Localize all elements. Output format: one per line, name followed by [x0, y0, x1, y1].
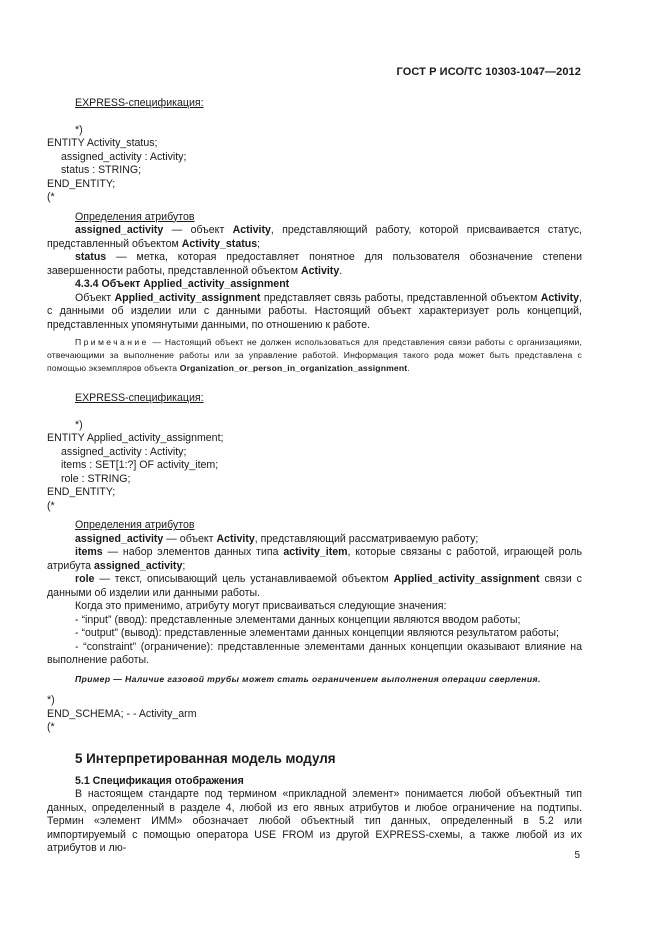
value-item: - “output” (вывод): представленные элементами данных концепции являются результатом работы; — [75, 627, 559, 640]
code-line: role : STRING; — [61, 472, 131, 485]
code-line: *) — [47, 694, 55, 707]
attribute-definition: assigned_activity — объект Activity, представляющий работу, которой присваивается статус, представленный объектом Activity_status; — [47, 224, 582, 250]
code-line: END_ENTITY; — [47, 177, 116, 190]
express-spec-label: EXPRESS-спецификация: — [75, 392, 204, 405]
page-content — [47, 97, 582, 856]
section-5-1-heading: 5.1 Спецификация отображения — [75, 774, 244, 787]
attribute-definition: assigned_activity — объект Activity, представляющий рассматриваемую работу; — [75, 532, 479, 545]
code-line: ENTITY Activity_status; — [47, 137, 158, 149]
code-line: END_ENTITY; — [47, 486, 116, 499]
section-paragraph: Объект Applied_activity_assignment представляет связь работы, представленной объектом Activity, с данными об изделии или с данными работы. Настоящий объект характеризует роль концепций, представленных упомянутыми данными, по отношению к работе. — [47, 291, 582, 331]
note: Примечание — Настоящий объект не должен использоваться для представления связи работы с организациями, отвечающими за выполнение работы или за управление работой. Информация такого рода может быть представлена с помощью экземпляров объекта Organization_or_person_in_organization_assignment. — [47, 337, 582, 373]
values-intro: Когда это применимо, атрибуту могут присваиваться следующие значения: — [75, 600, 447, 613]
code-line: (* — [47, 721, 55, 734]
code-line: (* — [47, 191, 55, 203]
section-paragraph: В настоящем стандарте под термином «прикладной элемент» понимается любой объектный тип данных, определенный в разделе 4, любой из его явных атрибутов и любое ограничение на подтипы. Термин «элемент ИММ» обозначает любой объектный тип данных, определенный в 5.2 или импортируемый с помощью оператора USE FROM из другой EXPRESS-схемы, а также любой из их атрибутов и лю- — [47, 788, 582, 855]
value-item: - “constraint” (ограничение): представленные элементами данных концепции оказывают влияние на выполнение работы. — [47, 640, 582, 667]
section-heading: 4.3.4 Объект Applied_activity_assignment — [75, 278, 290, 290]
attributes-heading: Определения атрибутов — [75, 519, 195, 532]
code-line: assigned_activity : Activity; — [61, 150, 187, 163]
code-line: END_SCHEMA; - - Activity_arm — [47, 707, 197, 720]
code-line: ENTITY Applied_activity_assignment; — [47, 432, 224, 445]
attribute-definition: role — текст, описывающий цель устанавливаемой объектом Applied_activity_assignment связи с данными об изделии или данными работы. — [47, 573, 582, 599]
example: Пример — Наличие газовой трубы может стать ограничением выполнения операции сверления. — [75, 673, 541, 684]
code-line: *) — [75, 418, 83, 431]
code-line: assigned_activity : Activity; — [61, 445, 187, 458]
attribute-definition: items — набор элементов данных типа activity_item, которые связаны с работой, играющей роль атрибута assigned_activity; — [47, 546, 582, 572]
document-header: ГОСТ Р ИСО/ТС 10303-1047—2012 — [396, 66, 581, 78]
code-line: items : SET[1:?] OF activity_item; — [61, 459, 219, 472]
code-line: *) — [75, 123, 83, 136]
code-line: (* — [47, 499, 55, 512]
attributes-heading: Определения атрибутов — [75, 210, 195, 223]
express-spec-label: EXPRESS-спецификация: — [75, 97, 204, 109]
page-number: 5 — [574, 850, 580, 861]
value-item: - “input” (ввод): представленные элементами данных концепции являются вводом работы; — [75, 613, 521, 626]
attribute-definition: status — метка, которая предоставляет понятное для пользователя обозначение степени завершенности работы, представленной объектом Activity. — [47, 251, 582, 277]
section-5-heading: 5 Интерпретированная модель модуля — [75, 750, 336, 766]
code-line: status : STRING; — [61, 164, 142, 176]
